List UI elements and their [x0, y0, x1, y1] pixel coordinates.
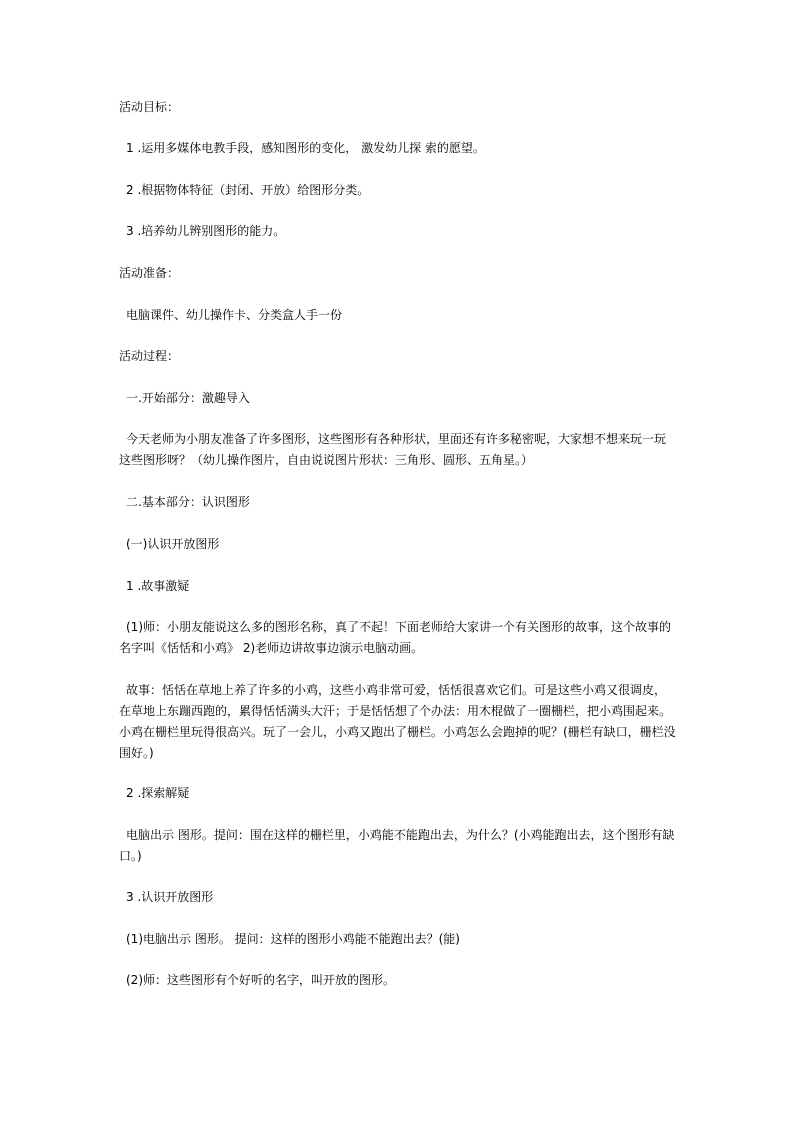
goal-item-2: 2 .根据物体特征（封闭、开放）给图形分类。: [126, 183, 370, 197]
part1-text: 今天老师为小朋友准备了许多图形，这些图形有各种形状，里面还有许多秘密呢，大家想不想来玩一玩这些图形呀？（幼儿操作图片，自由说说图片形状：三角形、圆形、五角星。）: [119, 432, 667, 467]
step1-paragraph: (1)师：小朋友能说这么多的图形名称，真了不起！下面老师给大家讲一个有关图形的故事，这个故事的名字叫《恬恬和小鸡》 2)老师边讲故事边演示电脑动画。: [119, 620, 672, 655]
goal-item-1: 1 .运用多媒体电教手段，感知图形的变化， 激发幼儿探 索的愿望。: [126, 141, 485, 155]
prep-text: 电脑课件、幼儿操作卡、分类盒人手一份: [126, 308, 343, 322]
step2-paragraph: 电脑出示 图形。提问：围在这样的栅栏里，小鸡能不能跑出去，为什么？(小鸡能跑出去，这个图形有缺口。): [119, 828, 675, 863]
story-paragraph: 故事：恬恬在草地上养了许多的小鸡，这些小鸡非常可爱，恬恬很喜欢它们。可是这些小鸡又很调皮，在草地上东蹦西跑的，累得恬恬满头大汗；于是恬恬想了个办法：用木棍做了一圈栅栏，把小鸡围起来。小鸡在栅栏里玩得很高兴。玩了一会儿，小鸡又跑出了栅栏。小鸡怎么会跑掉的呢？(栅栏有缺口，栅栏没围好。): [119, 683, 676, 760]
step2-title: 2 .探索解疑: [126, 786, 190, 800]
goal-item-3: 3 .培养幼儿辨别图形的能力。: [126, 224, 286, 238]
step3-item-1: (1)电脑出示 图形。 提问：这样的图形小鸡能不能跑出去？(能): [126, 932, 460, 946]
step3-item-2: (2)师：这些图形有个好听的名字，叫开放的图形。: [126, 973, 395, 987]
prep-heading: 活动准备：: [119, 266, 180, 280]
goals-heading: 活动目标：: [119, 100, 180, 114]
part2-title: 二.基本部分：认识图形: [126, 495, 250, 509]
part1-title: 一.开始部分：激趣导入: [126, 391, 250, 405]
sub1-title: (一)认识开放图形: [126, 537, 220, 551]
step3-title: 3 .认识开放图形: [126, 890, 214, 904]
process-heading: 活动过程：: [119, 349, 180, 363]
step1-title: 1 .故事激疑: [126, 579, 190, 593]
